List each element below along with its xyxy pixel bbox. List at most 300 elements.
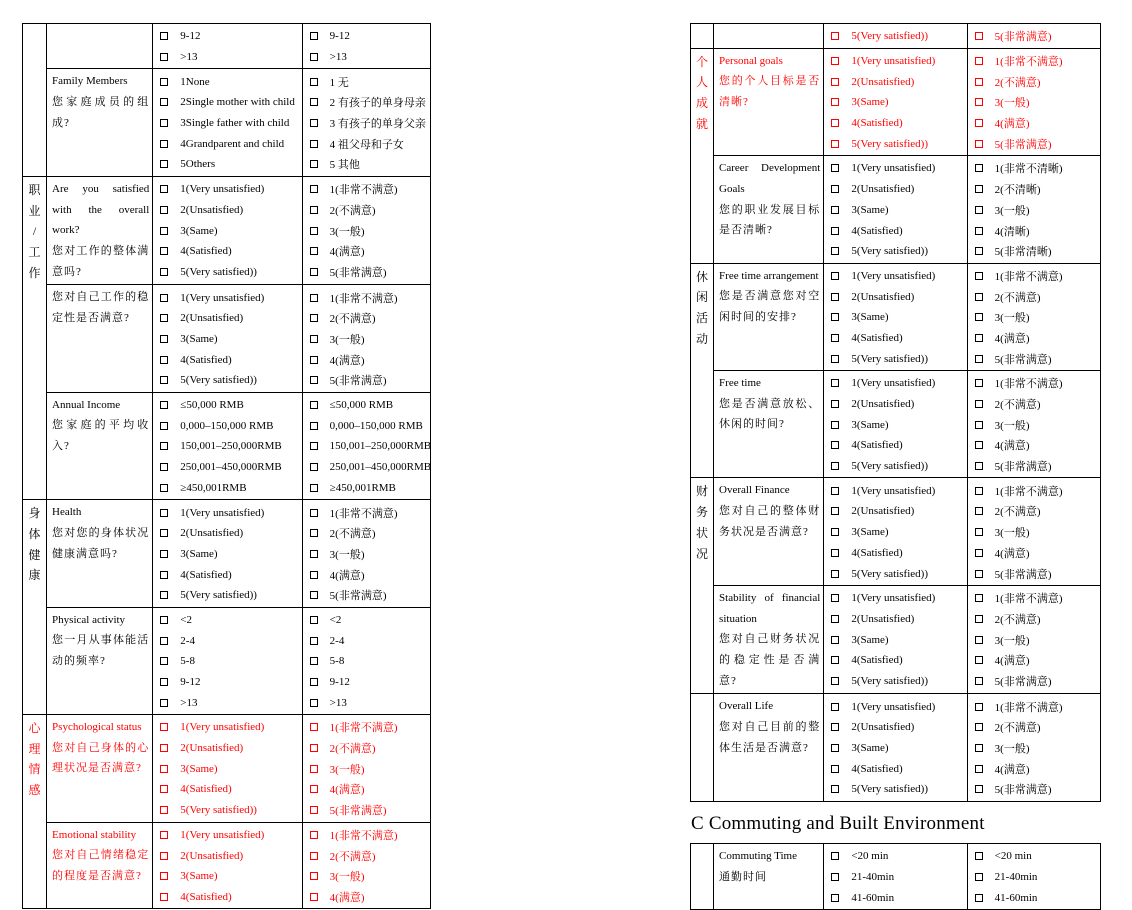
checkbox-icon[interactable] xyxy=(831,78,839,86)
checkbox-icon[interactable] xyxy=(310,637,318,645)
option-label: 2(Unsatisfied) xyxy=(180,527,244,540)
option-item xyxy=(968,480,1100,501)
option-label: 5(Very satisfied)) xyxy=(851,674,928,687)
option-item xyxy=(968,348,1100,369)
checkbox-icon[interactable] xyxy=(975,78,983,86)
checkbox-icon[interactable] xyxy=(310,571,318,579)
checkbox-icon[interactable] xyxy=(310,806,318,814)
checkbox-icon[interactable] xyxy=(160,723,168,731)
option-item xyxy=(824,696,966,717)
checkbox-icon[interactable] xyxy=(975,98,983,106)
checkbox-icon[interactable] xyxy=(975,636,983,644)
checkbox-icon[interactable] xyxy=(831,119,839,127)
checkbox-icon[interactable] xyxy=(310,294,318,302)
question-text-zh: 您家庭的平均收入? xyxy=(52,419,150,453)
option-item xyxy=(153,651,301,672)
checkbox-icon[interactable] xyxy=(310,53,318,61)
option-label: 4(Satisfied) xyxy=(180,353,232,366)
option-item xyxy=(824,779,966,800)
option-label: 2(Unsatisfied) xyxy=(851,290,915,303)
checkbox-icon[interactable] xyxy=(831,744,839,752)
option-item xyxy=(303,241,430,262)
checkbox-icon[interactable] xyxy=(975,272,983,280)
checkbox-icon[interactable] xyxy=(831,334,839,342)
checkbox-icon[interactable] xyxy=(160,247,168,255)
option-item xyxy=(303,564,430,585)
checkbox-icon[interactable] xyxy=(831,894,839,902)
checkbox-icon[interactable] xyxy=(310,227,318,235)
option-item xyxy=(968,26,1100,47)
checkbox-icon[interactable] xyxy=(310,744,318,752)
option-item xyxy=(303,544,430,565)
checkbox-icon[interactable] xyxy=(160,678,168,686)
checkbox-icon[interactable] xyxy=(310,442,318,450)
checkbox-icon[interactable] xyxy=(310,852,318,860)
option-item xyxy=(153,866,301,887)
checkbox-icon[interactable] xyxy=(160,657,168,665)
option-item xyxy=(824,717,966,738)
question-text-zh: 您对自己情绪稳定的程度是否满意? xyxy=(52,849,150,882)
checkbox-icon[interactable] xyxy=(160,571,168,579)
checkbox-icon[interactable] xyxy=(160,335,168,343)
checkbox-icon[interactable] xyxy=(310,32,318,40)
options-cell xyxy=(967,156,1100,263)
option-item xyxy=(968,779,1100,800)
table-row xyxy=(23,500,431,607)
option-item xyxy=(153,329,301,350)
checkbox-icon[interactable] xyxy=(831,487,839,495)
checkbox-icon[interactable] xyxy=(831,164,839,172)
option-label: ≤50,000 RMB xyxy=(180,399,244,412)
checkbox-icon[interactable] xyxy=(831,656,839,664)
checkbox-icon[interactable] xyxy=(310,140,318,148)
checkbox-icon[interactable] xyxy=(310,98,318,106)
checkbox-icon[interactable] xyxy=(975,852,983,860)
option-item xyxy=(968,456,1100,477)
checkbox-icon[interactable] xyxy=(975,441,983,449)
options-cell xyxy=(153,715,302,822)
checkbox-icon[interactable] xyxy=(160,529,168,537)
option-item xyxy=(968,887,1100,908)
checkbox-icon[interactable] xyxy=(160,422,168,430)
option-item xyxy=(968,241,1100,262)
checkbox-icon[interactable] xyxy=(310,509,318,517)
checkbox-icon[interactable] xyxy=(160,831,168,839)
checkbox-icon[interactable] xyxy=(975,400,983,408)
category-cell: 个 人 成 就 xyxy=(691,48,714,263)
checkbox-icon[interactable] xyxy=(310,785,318,793)
option-label: 2-4 xyxy=(329,634,345,647)
question-cell xyxy=(714,156,824,263)
checkbox-icon[interactable] xyxy=(160,53,168,61)
checkbox-icon[interactable] xyxy=(310,206,318,214)
option-label: 4(Satisfied) xyxy=(851,331,903,344)
options-cell xyxy=(967,371,1100,478)
checkbox-icon[interactable] xyxy=(831,272,839,280)
option-label: 5(非常满意) xyxy=(329,590,387,603)
checkbox-icon[interactable] xyxy=(975,462,983,470)
commuting-table xyxy=(690,843,1101,910)
questionnaire-table-left xyxy=(22,23,431,909)
option-item xyxy=(968,71,1100,92)
checkbox-icon[interactable] xyxy=(160,119,168,127)
checkbox-icon[interactable] xyxy=(831,421,839,429)
checkbox-icon[interactable] xyxy=(831,677,839,685)
checkbox-icon[interactable] xyxy=(975,334,983,342)
option-item xyxy=(153,395,301,416)
checkbox-icon[interactable] xyxy=(831,785,839,793)
option-label: 21-40min xyxy=(851,870,895,883)
option-label: 2(Unsatisfied) xyxy=(180,742,244,755)
option-item xyxy=(824,435,966,456)
checkbox-icon[interactable] xyxy=(160,463,168,471)
option-item xyxy=(824,113,966,134)
checkbox-icon[interactable] xyxy=(160,616,168,624)
option-label: 4(满意) xyxy=(994,655,1030,668)
checkbox-icon[interactable] xyxy=(975,379,983,387)
option-item xyxy=(824,266,966,287)
checkbox-icon[interactable] xyxy=(975,615,983,623)
option-item xyxy=(824,480,966,501)
checkbox-icon[interactable] xyxy=(160,591,168,599)
checkbox-icon[interactable] xyxy=(160,401,168,409)
option-item xyxy=(824,563,966,584)
table-row xyxy=(23,69,431,176)
option-item xyxy=(153,415,301,436)
question-text-zh: 您是否满意您对空闲时间的安排? xyxy=(719,290,821,323)
survey-table xyxy=(690,23,1101,802)
checkbox-icon[interactable] xyxy=(975,185,983,193)
checkbox-icon[interactable] xyxy=(310,657,318,665)
option-item xyxy=(303,502,430,523)
question-text-en: Free time xyxy=(719,377,761,389)
checkbox-icon[interactable] xyxy=(831,379,839,387)
option-label: 1(非常不满意) xyxy=(329,184,398,197)
checkbox-icon[interactable] xyxy=(975,119,983,127)
checkbox-icon[interactable] xyxy=(310,616,318,624)
checkbox-icon[interactable] xyxy=(160,852,168,860)
checkbox-icon[interactable] xyxy=(831,227,839,235)
option-item xyxy=(303,220,430,241)
option-label: <20 min xyxy=(994,850,1032,863)
option-item xyxy=(153,349,301,370)
checkbox-icon[interactable] xyxy=(831,313,839,321)
checkbox-icon[interactable] xyxy=(831,400,839,408)
table-row xyxy=(23,715,431,822)
checkbox-icon[interactable] xyxy=(975,487,983,495)
checkbox-icon[interactable] xyxy=(831,723,839,731)
checkbox-icon[interactable] xyxy=(975,507,983,515)
checkbox-icon[interactable] xyxy=(310,872,318,880)
checkbox-icon[interactable] xyxy=(831,636,839,644)
checkbox-icon[interactable] xyxy=(975,744,983,752)
question-text-zh: 您对自己身体的心理状况是否满意? xyxy=(52,741,150,775)
options-cell xyxy=(824,48,967,155)
checkbox-icon[interactable] xyxy=(160,509,168,517)
option-item xyxy=(303,758,430,779)
checkbox-icon[interactable] xyxy=(310,376,318,384)
checkbox-icon[interactable] xyxy=(310,160,318,168)
question-cell xyxy=(47,285,153,392)
checkbox-icon[interactable] xyxy=(831,355,839,363)
checkbox-icon[interactable] xyxy=(831,852,839,860)
option-label: 3(Same) xyxy=(180,870,218,883)
option-label: 3(Same) xyxy=(180,224,218,237)
checkbox-icon[interactable] xyxy=(831,615,839,623)
checkbox-icon[interactable] xyxy=(310,185,318,193)
options-cell xyxy=(153,69,302,176)
checkbox-icon[interactable] xyxy=(160,98,168,106)
option-item xyxy=(303,179,430,200)
checkbox-icon[interactable] xyxy=(310,893,318,901)
checkbox-icon[interactable] xyxy=(831,441,839,449)
option-label: >13 xyxy=(180,51,198,64)
checkbox-icon[interactable] xyxy=(975,549,983,557)
option-item xyxy=(153,692,301,713)
option-label: 1(非常不满意) xyxy=(994,593,1063,606)
checkbox-icon[interactable] xyxy=(310,678,318,686)
option-item xyxy=(824,26,966,47)
option-item xyxy=(303,262,430,283)
checkbox-icon[interactable] xyxy=(975,313,983,321)
checkbox-icon[interactable] xyxy=(310,831,318,839)
checkbox-icon[interactable] xyxy=(310,268,318,276)
option-label: 5(非常满意) xyxy=(994,353,1052,366)
checkbox-icon[interactable] xyxy=(160,765,168,773)
option-label: 4(满意) xyxy=(994,440,1030,453)
option-item xyxy=(968,414,1100,435)
option-item xyxy=(303,672,430,693)
checkbox-icon[interactable] xyxy=(831,765,839,773)
checkbox-icon[interactable] xyxy=(975,421,983,429)
survey-table xyxy=(690,843,1101,910)
checkbox-icon[interactable] xyxy=(831,206,839,214)
option-item xyxy=(968,133,1100,154)
checkbox-icon[interactable] xyxy=(975,570,983,578)
checkbox-icon[interactable] xyxy=(160,376,168,384)
table-row xyxy=(691,48,1101,155)
checkbox-icon[interactable] xyxy=(831,507,839,515)
question-text-zh: 您对工作的整体满意吗? xyxy=(52,244,150,278)
option-label: 3(一般) xyxy=(994,743,1030,756)
option-label: 1 无 xyxy=(329,76,349,89)
option-item xyxy=(824,671,966,692)
checkbox-icon[interactable] xyxy=(975,703,983,711)
checkbox-icon[interactable] xyxy=(831,32,839,40)
options-cell xyxy=(967,263,1100,370)
option-item xyxy=(303,630,430,651)
option-item xyxy=(303,866,430,887)
option-label: 5(Very satisfied)) xyxy=(180,265,257,278)
question-text-zh: 您的职业发展目标是否清晰? xyxy=(719,203,821,237)
checkbox-icon[interactable] xyxy=(975,528,983,536)
checkbox-icon[interactable] xyxy=(975,57,983,65)
option-item xyxy=(968,629,1100,650)
option-label: 9-12 xyxy=(329,676,350,689)
checkbox-icon[interactable] xyxy=(975,785,983,793)
option-label: 4(Satisfied) xyxy=(851,224,903,237)
option-label: 250,001–450,000RMB xyxy=(329,461,432,474)
checkbox-icon[interactable] xyxy=(975,206,983,214)
option-label: 41-60min xyxy=(994,891,1038,904)
option-item xyxy=(824,286,966,307)
option-label: 3(一般) xyxy=(994,634,1030,647)
question-text-zh: 通勤时间 xyxy=(719,870,768,883)
option-label: 3(Same) xyxy=(851,526,889,539)
checkbox-icon[interactable] xyxy=(160,442,168,450)
option-item xyxy=(824,414,966,435)
checkbox-icon[interactable] xyxy=(975,293,983,301)
checkbox-icon[interactable] xyxy=(831,703,839,711)
checkbox-icon[interactable] xyxy=(310,463,318,471)
question-text-zh: 您对自己财务状况的稳定性是否满意? xyxy=(719,633,821,687)
option-label: 3(一般) xyxy=(994,97,1030,110)
option-label: 150,001–250,000RMB xyxy=(329,440,432,453)
checkbox-icon[interactable] xyxy=(160,744,168,752)
checkbox-icon[interactable] xyxy=(160,484,168,492)
checkbox-icon[interactable] xyxy=(160,699,168,707)
checkbox-icon[interactable] xyxy=(160,314,168,322)
checkbox-icon[interactable] xyxy=(310,484,318,492)
checkbox-icon[interactable] xyxy=(160,294,168,302)
checkbox-icon[interactable] xyxy=(831,549,839,557)
option-label: 5(Very satisfied)) xyxy=(851,352,928,365)
checkbox-icon[interactable] xyxy=(831,98,839,106)
checkbox-icon[interactable] xyxy=(310,550,318,558)
checkbox-icon[interactable] xyxy=(160,206,168,214)
category-cell xyxy=(691,694,714,801)
checkbox-icon[interactable] xyxy=(160,78,168,86)
checkbox-icon[interactable] xyxy=(310,314,318,322)
checkbox-icon[interactable] xyxy=(975,677,983,685)
checkbox-icon[interactable] xyxy=(975,894,983,902)
option-item xyxy=(303,738,430,759)
checkbox-icon[interactable] xyxy=(160,893,168,901)
option-label: 9-12 xyxy=(180,30,201,43)
checkbox-icon[interactable] xyxy=(160,806,168,814)
question-text-zh: 您对您的身体状况健康满意吗? xyxy=(52,526,150,560)
option-label: 2(Unsatisfied) xyxy=(851,75,915,88)
checkbox-icon[interactable] xyxy=(975,140,983,148)
option-label: 2(不满意) xyxy=(994,399,1041,412)
checkbox-icon[interactable] xyxy=(831,185,839,193)
option-item xyxy=(153,630,301,651)
checkbox-icon[interactable] xyxy=(975,723,983,731)
option-item xyxy=(824,867,966,888)
option-label: 21-40min xyxy=(994,870,1038,883)
checkbox-icon[interactable] xyxy=(975,247,983,255)
question-text-en: Physical activity xyxy=(52,613,126,626)
checkbox-icon[interactable] xyxy=(831,140,839,148)
option-item xyxy=(968,220,1100,241)
checkbox-icon[interactable] xyxy=(975,32,983,40)
checkbox-icon[interactable] xyxy=(831,528,839,536)
option-label: 4(满意) xyxy=(329,891,365,904)
option-label: 2(Unsatisfied) xyxy=(180,312,244,325)
checkbox-icon[interactable] xyxy=(310,765,318,773)
option-label: 4(满意) xyxy=(329,246,365,259)
checkbox-icon[interactable] xyxy=(831,293,839,301)
checkbox-icon[interactable] xyxy=(831,462,839,470)
option-item xyxy=(824,629,966,650)
option-item xyxy=(303,287,430,308)
options-cell xyxy=(824,478,967,585)
checkbox-icon[interactable] xyxy=(310,401,318,409)
option-label: <2 xyxy=(329,613,342,626)
question-text-en: Annual Income xyxy=(52,398,121,411)
option-label: 4(满意) xyxy=(994,332,1030,345)
checkbox-icon[interactable] xyxy=(160,140,168,148)
checkbox-icon[interactable] xyxy=(160,160,168,168)
checkbox-icon[interactable] xyxy=(160,32,168,40)
checkbox-icon[interactable] xyxy=(160,550,168,558)
option-label: 3(一般) xyxy=(994,527,1030,540)
checkbox-icon[interactable] xyxy=(975,656,983,664)
option-label: 5(Very satisfied)) xyxy=(851,460,928,473)
checkbox-icon[interactable] xyxy=(160,356,168,364)
option-item xyxy=(153,179,301,200)
checkbox-icon[interactable] xyxy=(310,723,318,731)
question-cell xyxy=(47,822,153,909)
checkbox-icon[interactable] xyxy=(310,356,318,364)
option-item xyxy=(303,887,430,908)
checkbox-icon[interactable] xyxy=(831,57,839,65)
checkbox-icon[interactable] xyxy=(310,335,318,343)
options-cell xyxy=(824,263,967,370)
option-item xyxy=(968,563,1100,584)
table-row xyxy=(691,585,1101,694)
question-cell xyxy=(714,48,824,155)
checkbox-icon[interactable] xyxy=(310,591,318,599)
question-text-zh: 您是否满意放松、休闲的时间? xyxy=(719,397,821,431)
checkbox-icon[interactable] xyxy=(160,227,168,235)
option-label: 1(非常不满意) xyxy=(994,270,1063,283)
checkbox-icon[interactable] xyxy=(975,355,983,363)
option-item xyxy=(303,523,430,544)
checkbox-icon[interactable] xyxy=(831,247,839,255)
option-label: 4(满意) xyxy=(329,784,365,797)
checkbox-icon[interactable] xyxy=(975,164,983,172)
options-cell xyxy=(302,822,430,909)
option-label: 1(Very unsatisfied) xyxy=(851,162,936,175)
checkbox-icon[interactable] xyxy=(310,529,318,537)
checkbox-icon[interactable] xyxy=(975,594,983,602)
option-label: 2(不清晰) xyxy=(994,184,1041,197)
checkbox-icon[interactable] xyxy=(160,637,168,645)
checkbox-icon[interactable] xyxy=(975,227,983,235)
option-item xyxy=(303,825,430,846)
checkbox-icon[interactable] xyxy=(975,873,983,881)
questionnaire-table-right xyxy=(690,23,1101,802)
checkbox-icon[interactable] xyxy=(310,247,318,255)
checkbox-icon[interactable] xyxy=(310,119,318,127)
checkbox-icon[interactable] xyxy=(310,78,318,86)
option-item xyxy=(824,158,966,179)
checkbox-icon[interactable] xyxy=(975,765,983,773)
checkbox-icon[interactable] xyxy=(310,422,318,430)
checkbox-icon[interactable] xyxy=(160,785,168,793)
option-item xyxy=(303,651,430,672)
checkbox-icon[interactable] xyxy=(831,594,839,602)
checkbox-icon[interactable] xyxy=(160,185,168,193)
option-item xyxy=(968,179,1100,200)
checkbox-icon[interactable] xyxy=(160,872,168,880)
option-item xyxy=(153,564,301,585)
checkbox-icon[interactable] xyxy=(831,570,839,578)
checkbox-icon[interactable] xyxy=(310,699,318,707)
checkbox-icon[interactable] xyxy=(831,873,839,881)
checkbox-icon[interactable] xyxy=(160,268,168,276)
